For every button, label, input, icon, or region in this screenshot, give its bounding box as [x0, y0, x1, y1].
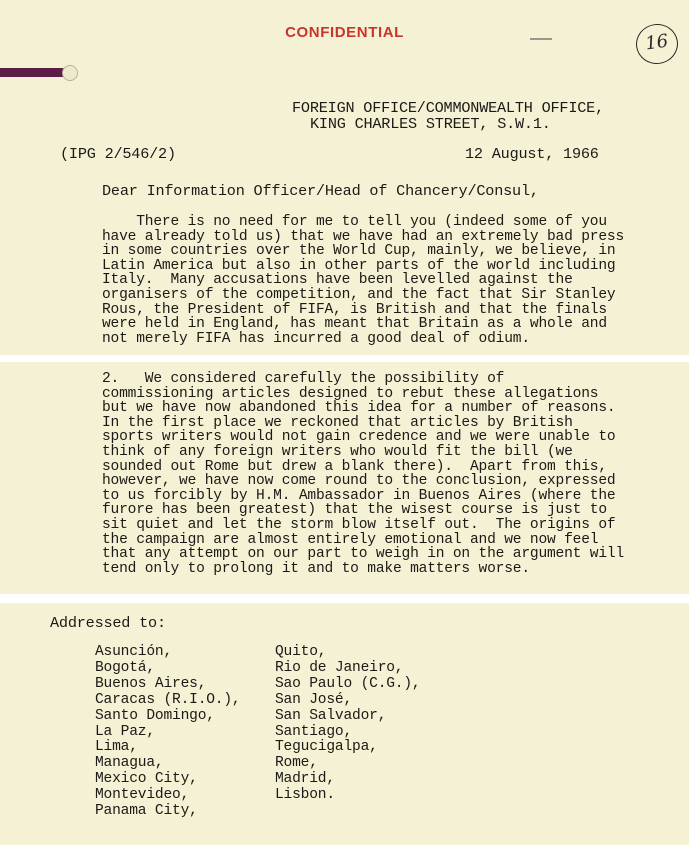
recipient-post: Quito, — [275, 644, 327, 660]
recipient-post: Lima, — [95, 739, 138, 756]
recipient-post: San Salvador, — [275, 707, 387, 724]
sender-address: KING CHARLES STREET, S.W.1. — [310, 115, 551, 133]
recipient-post: Lisbon. — [275, 787, 335, 804]
paragraph-2-line: 2. We considered carefully the possibility of — [102, 371, 505, 387]
paragraph-1-line: organisers of the competition, and the fact that Sir Stanley — [102, 286, 616, 303]
recipient-post: Asunción, — [95, 644, 173, 660]
recipient-post: Sao Paulo (C.G.), — [275, 675, 421, 692]
paragraph-2-line: to us forcibly by H.M. Ambassador in Buenos Aires (where the — [102, 487, 616, 504]
recipient-post: Managua, — [95, 755, 164, 772]
confidential-stamp: CONFIDENTIAL — [285, 24, 404, 41]
paragraph-2-line: In the first place we reckoned that articles by British — [102, 414, 573, 431]
paragraph-1-line: have already told us) that we have had an extremely bad press — [102, 228, 625, 245]
paragraph-2-line: commissioning articles designed to rebut these allegations — [102, 385, 599, 402]
recipients-left-column — [95, 645, 240, 820]
treasury-tag-ribbon — [0, 68, 66, 77]
recipient-post: Panama City, — [95, 803, 198, 820]
folio-number: 16 — [643, 30, 670, 55]
letter-date: 12 August, 1966 — [465, 145, 599, 163]
addressed-to-heading: Addressed to: — [50, 614, 166, 632]
recipient-post: La Paz, — [95, 723, 155, 740]
paragraph-2-line: think of any foreign writers who would fit the bill (we — [102, 443, 573, 460]
paragraph-1-line: There is no need for me to tell you (indeed some of you — [102, 214, 607, 230]
reference-number: (IPG 2/546/2) — [60, 145, 176, 163]
recipient-post: Buenos Aires, — [95, 675, 207, 692]
letter-page-bottom — [0, 603, 689, 845]
paragraph-2 — [102, 372, 624, 576]
sender-office: FOREIGN OFFICE/COMMONWEALTH OFFICE, — [292, 99, 604, 117]
paragraph-2-line: however, we have now come round to the conclusion, expressed — [102, 473, 616, 490]
recipient-post: Rio de Janeiro, — [275, 659, 404, 676]
recipient-post: Mexico City, — [95, 771, 198, 788]
recipient-post: Rome, — [275, 755, 318, 772]
recipient-post: Santiago, — [275, 723, 353, 740]
salutation: Dear Information Officer/Head of Chancery/Consul, — [102, 182, 539, 200]
recipient-post: Tegucigalpa, — [275, 739, 378, 756]
recipient-post: Bogotá, — [95, 659, 155, 676]
pin-mark — [530, 38, 552, 40]
paragraph-2-line: sit quiet and let the storm blow itself out. The origins of — [102, 516, 616, 533]
recipient-post: San José, — [275, 691, 353, 708]
paragraph-2-line: furore has been greatest) that the wisest course is just to — [102, 502, 607, 519]
paragraph-1-line: were held in England, has meant that Britain as a whole and — [102, 316, 607, 333]
letter-page-middle — [0, 362, 689, 594]
paragraph-1-line: Rous, the President of FIFA, is British and that the finals — [102, 301, 607, 318]
recipient-post: Caracas (R.I.O.), — [95, 691, 241, 708]
paragraph-2-line: sounded out Rome but drew a blank there). Apart from this, — [102, 458, 607, 475]
paragraph-2-line: that any attempt on our part to weigh in on the argument will — [102, 546, 625, 563]
paragraph-2-line: the campaign are almost entirely emotional and we now feel — [102, 531, 599, 548]
punch-hole — [62, 65, 78, 81]
paragraph-2-line: tend only to prolong it and to make matters worse. — [102, 560, 530, 577]
recipient-post: Santo Domingo, — [95, 707, 215, 724]
paragraph-2-line: but we have now abandoned this idea for a number of reasons. — [102, 400, 616, 417]
paragraph-1-line: in some countries over the World Cup, mainly, we believe, in — [102, 243, 616, 260]
treasury-tag-icon — [0, 65, 78, 79]
recipient-post: Montevideo, — [95, 787, 190, 804]
paragraph-1-line: not merely FIFA has incurred a good deal of odium. — [102, 330, 530, 347]
paragraph-1-line: Italy. Many accusations have been levelled against the — [102, 272, 573, 289]
recipient-post: Madrid, — [275, 771, 335, 788]
paragraph-1 — [102, 215, 624, 346]
recipients-right-column — [275, 645, 420, 804]
letter-page-top — [0, 0, 689, 355]
paragraph-2-line: sports writers would not gain credence and we were unable to — [102, 429, 616, 446]
paragraph-1-line: Latin America but also in other parts of the world including — [102, 257, 616, 274]
